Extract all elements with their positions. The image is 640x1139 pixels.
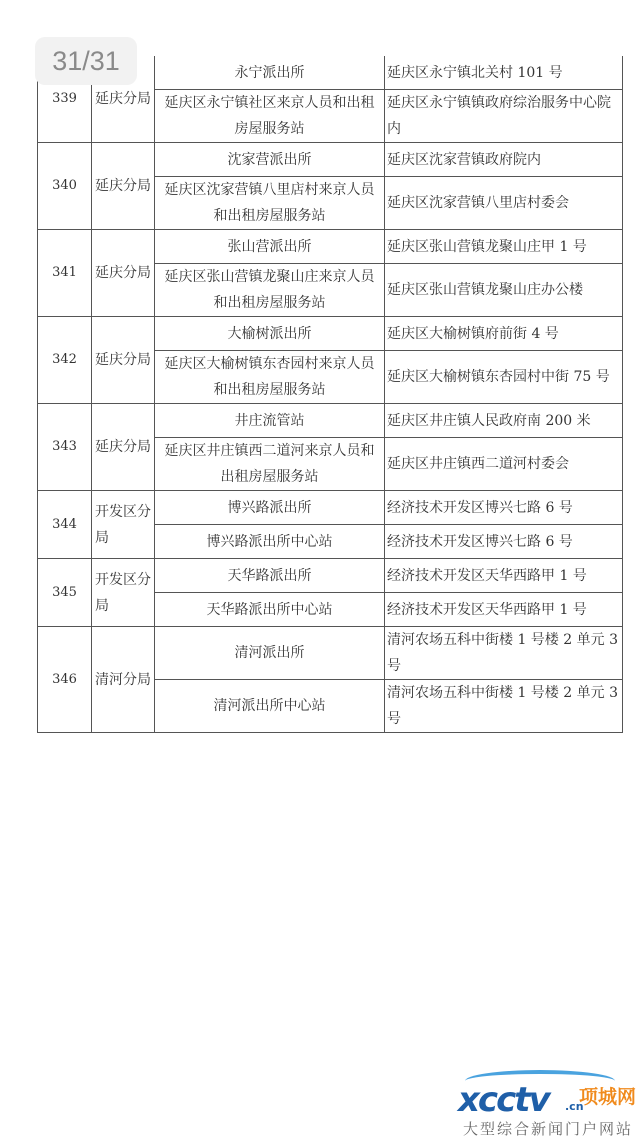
row-number: 340 [38,143,92,230]
branch-unit: 延庆分局 [92,143,155,230]
row-number: 342 [38,317,92,404]
station-name: 张山营派出所 [155,230,385,264]
row-number: 341 [38,230,92,317]
station-address: 延庆区张山营镇龙聚山庄甲 1 号 [385,230,623,264]
branch-unit: 延庆分局 [92,56,155,143]
station-name: 井庄流管站 [155,404,385,438]
branch-unit: 开发区分局 [92,491,155,559]
row-number: 339 [38,56,92,143]
branch-unit: 清河分局 [92,627,155,733]
station-name: 博兴路派出所 [155,491,385,525]
station-address: 延庆区井庄镇西二道河村委会 [385,438,623,491]
police-station-table-container [37,56,622,733]
station-address: 延庆区永宁镇镇政府综治服务中心院内 [385,90,623,143]
station-name: 沈家营派出所 [155,143,385,177]
police-station-table [37,56,623,733]
station-name: 延庆区井庄镇西二道河来京人员和出租房屋服务站 [155,438,385,491]
station-address: 经济技术开发区博兴七路 6 号 [385,491,623,525]
station-address: 经济技术开发区天华西路甲 1 号 [385,593,623,627]
station-name: 清河派出所 [155,627,385,680]
row-number: 343 [38,404,92,491]
branch-unit: 开发区分局 [92,559,155,627]
watermark-tagline: 大型综合新闻门户网站 [463,1120,634,1138]
station-address: 经济技术开发区博兴七路 6 号 [385,525,623,559]
watermark-logo: xcctv [458,1080,549,1120]
branch-unit: 延庆分局 [92,230,155,317]
station-address: 清河农场五科中街楼 1 号楼 2 单元 3 号 [385,627,623,680]
watermark-domain-suffix: .cn [565,1100,584,1113]
station-address: 延庆区大榆树镇府前街 4 号 [385,317,623,351]
station-address: 延庆区永宁镇北关村 101 号 [385,56,623,90]
station-name: 延庆区沈家营镇八里店村来京人员和出租房屋服务站 [155,177,385,230]
row-number: 346 [38,627,92,733]
page-indicator: 31/31 [35,37,137,85]
station-name: 天华路派出所中心站 [155,593,385,627]
station-address: 延庆区沈家营镇八里店村委会 [385,177,623,230]
station-name: 清河派出所中心站 [155,680,385,733]
row-number: 344 [38,491,92,559]
station-name: 延庆区大榆树镇东杏园村来京人员和出租房屋服务站 [155,351,385,404]
table-row [38,230,623,264]
station-address: 延庆区井庄镇人民政府南 200 米 [385,404,623,438]
station-name: 天华路派出所 [155,559,385,593]
branch-unit: 延庆分局 [92,404,155,491]
station-address: 延庆区沈家营镇政府院内 [385,143,623,177]
station-address: 延庆区大榆树镇东杏园村中街 75 号 [385,351,623,404]
table-row [38,143,623,177]
site-watermark [455,1068,640,1138]
watermark-brand: 项城网 [579,1086,637,1108]
row-number: 345 [38,559,92,627]
station-name: 延庆区永宁镇社区来京人员和出租房屋服务站 [155,90,385,143]
station-address: 清河农场五科中街楼 1 号楼 2 单元 3 号 [385,680,623,733]
table-row [38,559,623,593]
table-row [38,404,623,438]
station-name: 永宁派出所 [155,56,385,90]
table-body [38,56,623,733]
table-row [38,491,623,525]
branch-unit: 延庆分局 [92,317,155,404]
station-address: 经济技术开发区天华西路甲 1 号 [385,559,623,593]
station-address: 延庆区张山营镇龙聚山庄办公楼 [385,264,623,317]
table-row [38,317,623,351]
table-row [38,627,623,680]
station-name: 大榆树派出所 [155,317,385,351]
station-name: 延庆区张山营镇龙聚山庄来京人员和出租房屋服务站 [155,264,385,317]
station-name: 博兴路派出所中心站 [155,525,385,559]
